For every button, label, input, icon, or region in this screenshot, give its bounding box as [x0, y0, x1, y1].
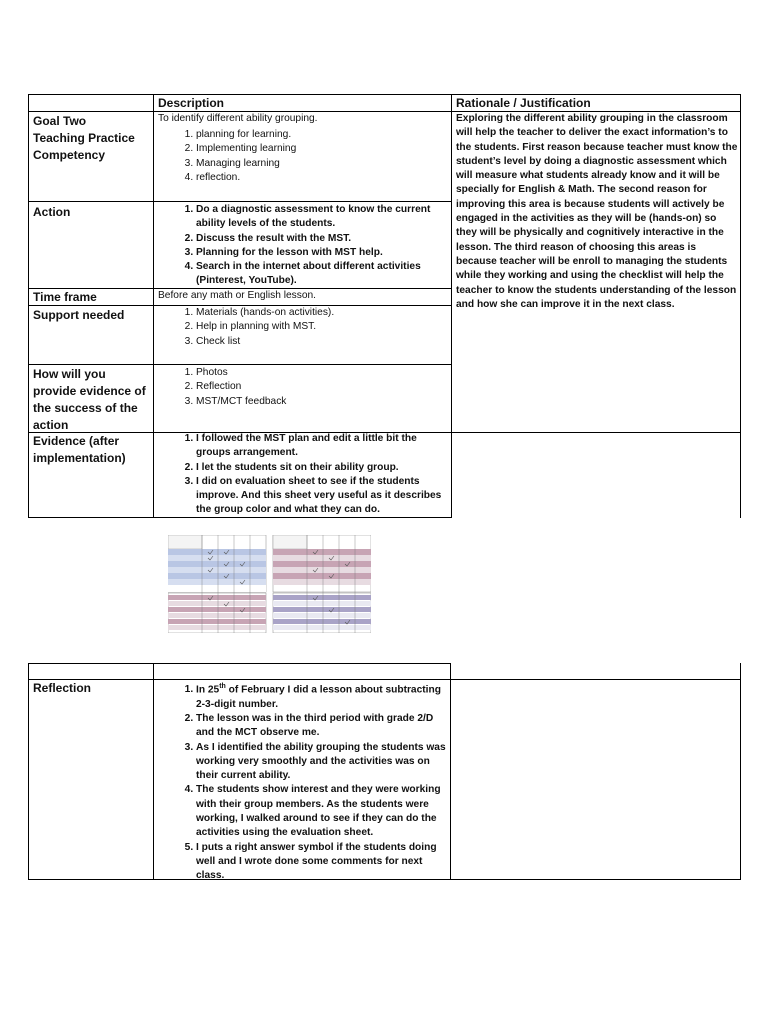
list-item: 1. Materials (hands-on activities). [196, 306, 448, 320]
reflection-list [158, 680, 448, 884]
reflection-label: Reflection [33, 681, 92, 695]
evidence-after-list [158, 432, 448, 518]
action-list [158, 203, 448, 289]
list-item: 3. I did on evaluation sheet to see if the students improve. And this sheet very useful as it describes the group color and what they can do. [196, 475, 448, 518]
list-item: 4. Search in the internet about different activities (Pinterest, YouTube). [196, 260, 448, 289]
timeframe-label: Time frame [33, 290, 97, 304]
list-item: 2. Implementing learning [196, 142, 448, 156]
list-item: 2. I let the students sit on their ability group. [196, 461, 448, 475]
list-item: 2. The lesson was in the third period with grade 2/D and the MCT observe me. [196, 712, 448, 741]
list-item: 3. Planning for the lesson with MST help. [196, 246, 448, 260]
list-item: 1. I followed the MST plan and edit a little bit the groups arrangement. [196, 432, 448, 461]
goal-text: To identify different ability grouping. [158, 113, 318, 124]
list-item: 2. Discuss the result with the MST. [196, 232, 448, 246]
list-item: 2. Reflection [196, 380, 448, 394]
support-list [158, 306, 448, 349]
list-item: 3. As I identified the ability grouping the students was working very smoothly and the activities was on their current ability. [196, 741, 448, 784]
list-item: 1. Do a diagnostic assessment to know the current ability levels of the students. [196, 203, 448, 232]
list-item: 3. Check list [196, 335, 448, 349]
list-item: 1. Photos [196, 366, 448, 380]
evidence-plan-label: How will you provide evidence of the success of the action [33, 367, 146, 432]
evidence-plan-list [158, 366, 448, 409]
list-item: 4. reflection. [196, 171, 448, 185]
timeframe-text: Before any math or English lesson. [158, 290, 316, 301]
action-label: Action [33, 205, 71, 219]
list-item: 2. Help in planning with MST. [196, 320, 448, 334]
list-item [196, 680, 448, 712]
list-item: 5. I puts a right answer symbol if the students doing well and I wrote done some comments for next class. [196, 841, 448, 884]
list-item: 1. planning for learning. [196, 128, 448, 142]
rationale-text: Exploring the different ability grouping in the classroom will help the teacher to deliver the exact information’s to the students. First reason because teacher must know the student’s level by doing a diagnostic assessment which will measure what students already know and it will be specially for English & Math. The second reason for improving this area is because students will actively be engaged in the activities as they will be (hands-on) so they will be physically and cognitively interactive in the lesson. The third reason of choosing this areas is because teacher will be enroll to managing the students while they working and using the checklist will help the teacher to know the students understanding of the lesson and how she can improve it in the next class. [456, 113, 738, 310]
reflection-text: of February I did a lesson about subtracting 2-3-digit number. [196, 684, 441, 710]
superscript: th [219, 683, 226, 690]
support-label: Support needed [33, 308, 125, 322]
header-description: Description [158, 96, 225, 110]
list-item: 3. MST/MCT feedback [196, 395, 448, 409]
evidence-after-label: Evidence (after implementation) [33, 434, 126, 465]
evaluation-sheet-image [168, 535, 371, 633]
competency-list [158, 128, 448, 185]
goal-label: Goal Two [33, 114, 87, 128]
competency-label: Teaching Practice Competency [33, 131, 135, 162]
list-item: 3. Managing learning [196, 157, 448, 171]
reflection-text: In 25 [196, 684, 220, 696]
evaluation-sheet-thumbnail [168, 535, 371, 633]
list-item: 4. The students show interest and they were working with their group members. As the students were working, I walked around to see if they can do the activities using the evaluation sheet. [196, 783, 448, 840]
header-rationale: Rationale / Justification [456, 96, 591, 110]
